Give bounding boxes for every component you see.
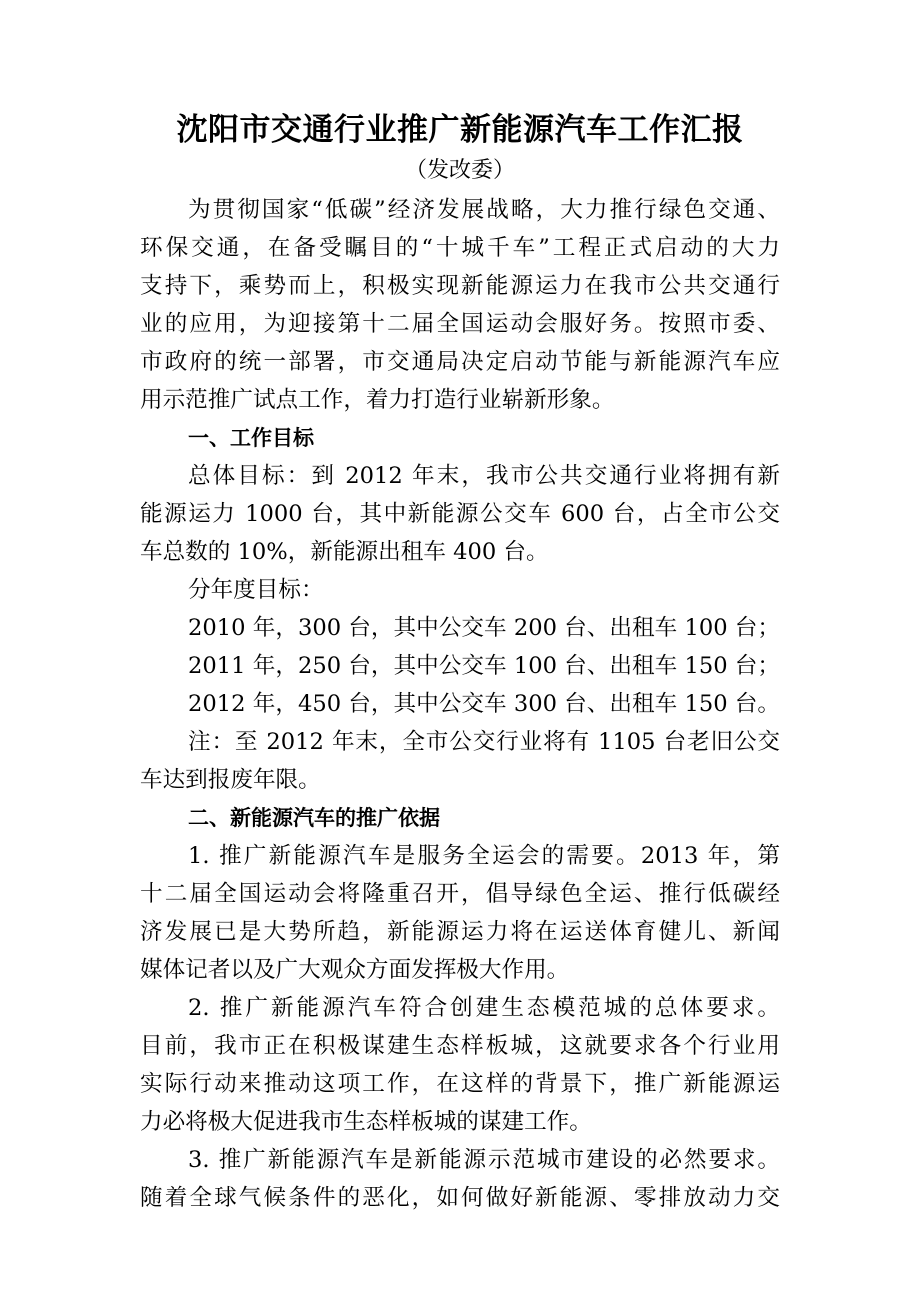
paragraph-line: 1. 推广新能源汽车是服务全运会的需要。2013 年，第 <box>188 843 780 869</box>
section-heading: 一、工作目标 <box>188 426 314 450</box>
paragraph-line: 济发展已是大势所趋，新能源运力将在运送体育健儿、新闻 <box>140 919 780 945</box>
target-line-2010: 2010 年，300 台，其中公交车 200 台、出租车 100 台； <box>188 615 780 641</box>
paragraph-line: 用示范推广试点工作，着力打造行业崭新形象。 <box>140 387 615 413</box>
paragraph-line: 支持下，乘势而上，积极实现新能源运力在我市公共交通行 <box>140 273 780 299</box>
paragraph-line: 能源运力 1000 台，其中新能源公交车 600 台，占全市公交 <box>140 501 780 527</box>
document-subtitle: （发改委） <box>404 158 515 183</box>
document-title: 沈阳市交通行业推广新能源汽车工作汇报 <box>176 112 744 148</box>
section-heading: 二、新能源汽车的推广依据 <box>188 806 440 830</box>
target-line-2012: 2012 年，450 台，其中公交车 300 台、出租车 150 台。 <box>188 691 780 717</box>
note-line: 注：至 2012 年末，全市公交行业将有 1105 台老旧公交 <box>188 729 780 755</box>
paragraph-line: 为贯彻国家“低碳”经济发展战略，大力推行绿色交通、 <box>188 197 780 223</box>
paragraph-line: 随着全球气候条件的恶化，如何做好新能源、零排放动力交 <box>140 1185 780 1211</box>
paragraph-line: 分年度目标： <box>188 577 324 603</box>
paragraph-line: 车总数的 10%，新能源出租车 400 台。 <box>140 539 549 565</box>
paragraph-line: 环保交通，在备受瞩目的“十城千车”工程正式启动的大力 <box>140 235 780 261</box>
paragraph-line: 2. 推广新能源汽车符合创建生态模范城的总体要求。 <box>188 995 780 1021</box>
paragraph-line: 业的应用，为迎接第十二届全国运动会服好务。按照市委、 <box>140 311 780 337</box>
note-line: 车达到报废年限。 <box>140 767 321 793</box>
target-line-2011: 2011 年，250 台，其中公交车 100 台、出租车 150 台； <box>188 653 780 679</box>
paragraph-line: 3. 推广新能源汽车是新能源示范城市建设的必然要求。 <box>188 1147 780 1173</box>
paragraph-line: 实际行动来推动这项工作，在这样的背景下，推广新能源运 <box>140 1071 780 1097</box>
paragraph-line: 市政府的统一部署，市交通局决定启动节能与新能源汽车应 <box>140 349 780 375</box>
paragraph-line: 力必将极大促进我市生态样板城的谋建工作。 <box>140 1109 592 1135</box>
paragraph-line: 媒体记者以及广大观众方面发挥极大作用。 <box>140 957 570 983</box>
paragraph-line: 总体目标：到 2012 年末，我市公共交通行业将拥有新 <box>188 463 780 489</box>
paragraph-line: 十二届全国运动会将隆重召开，倡导绿色全运、推行低碳经 <box>140 881 780 907</box>
paragraph-line: 目前，我市正在积极谋建生态样板城，这就要求各个行业用 <box>140 1033 780 1059</box>
